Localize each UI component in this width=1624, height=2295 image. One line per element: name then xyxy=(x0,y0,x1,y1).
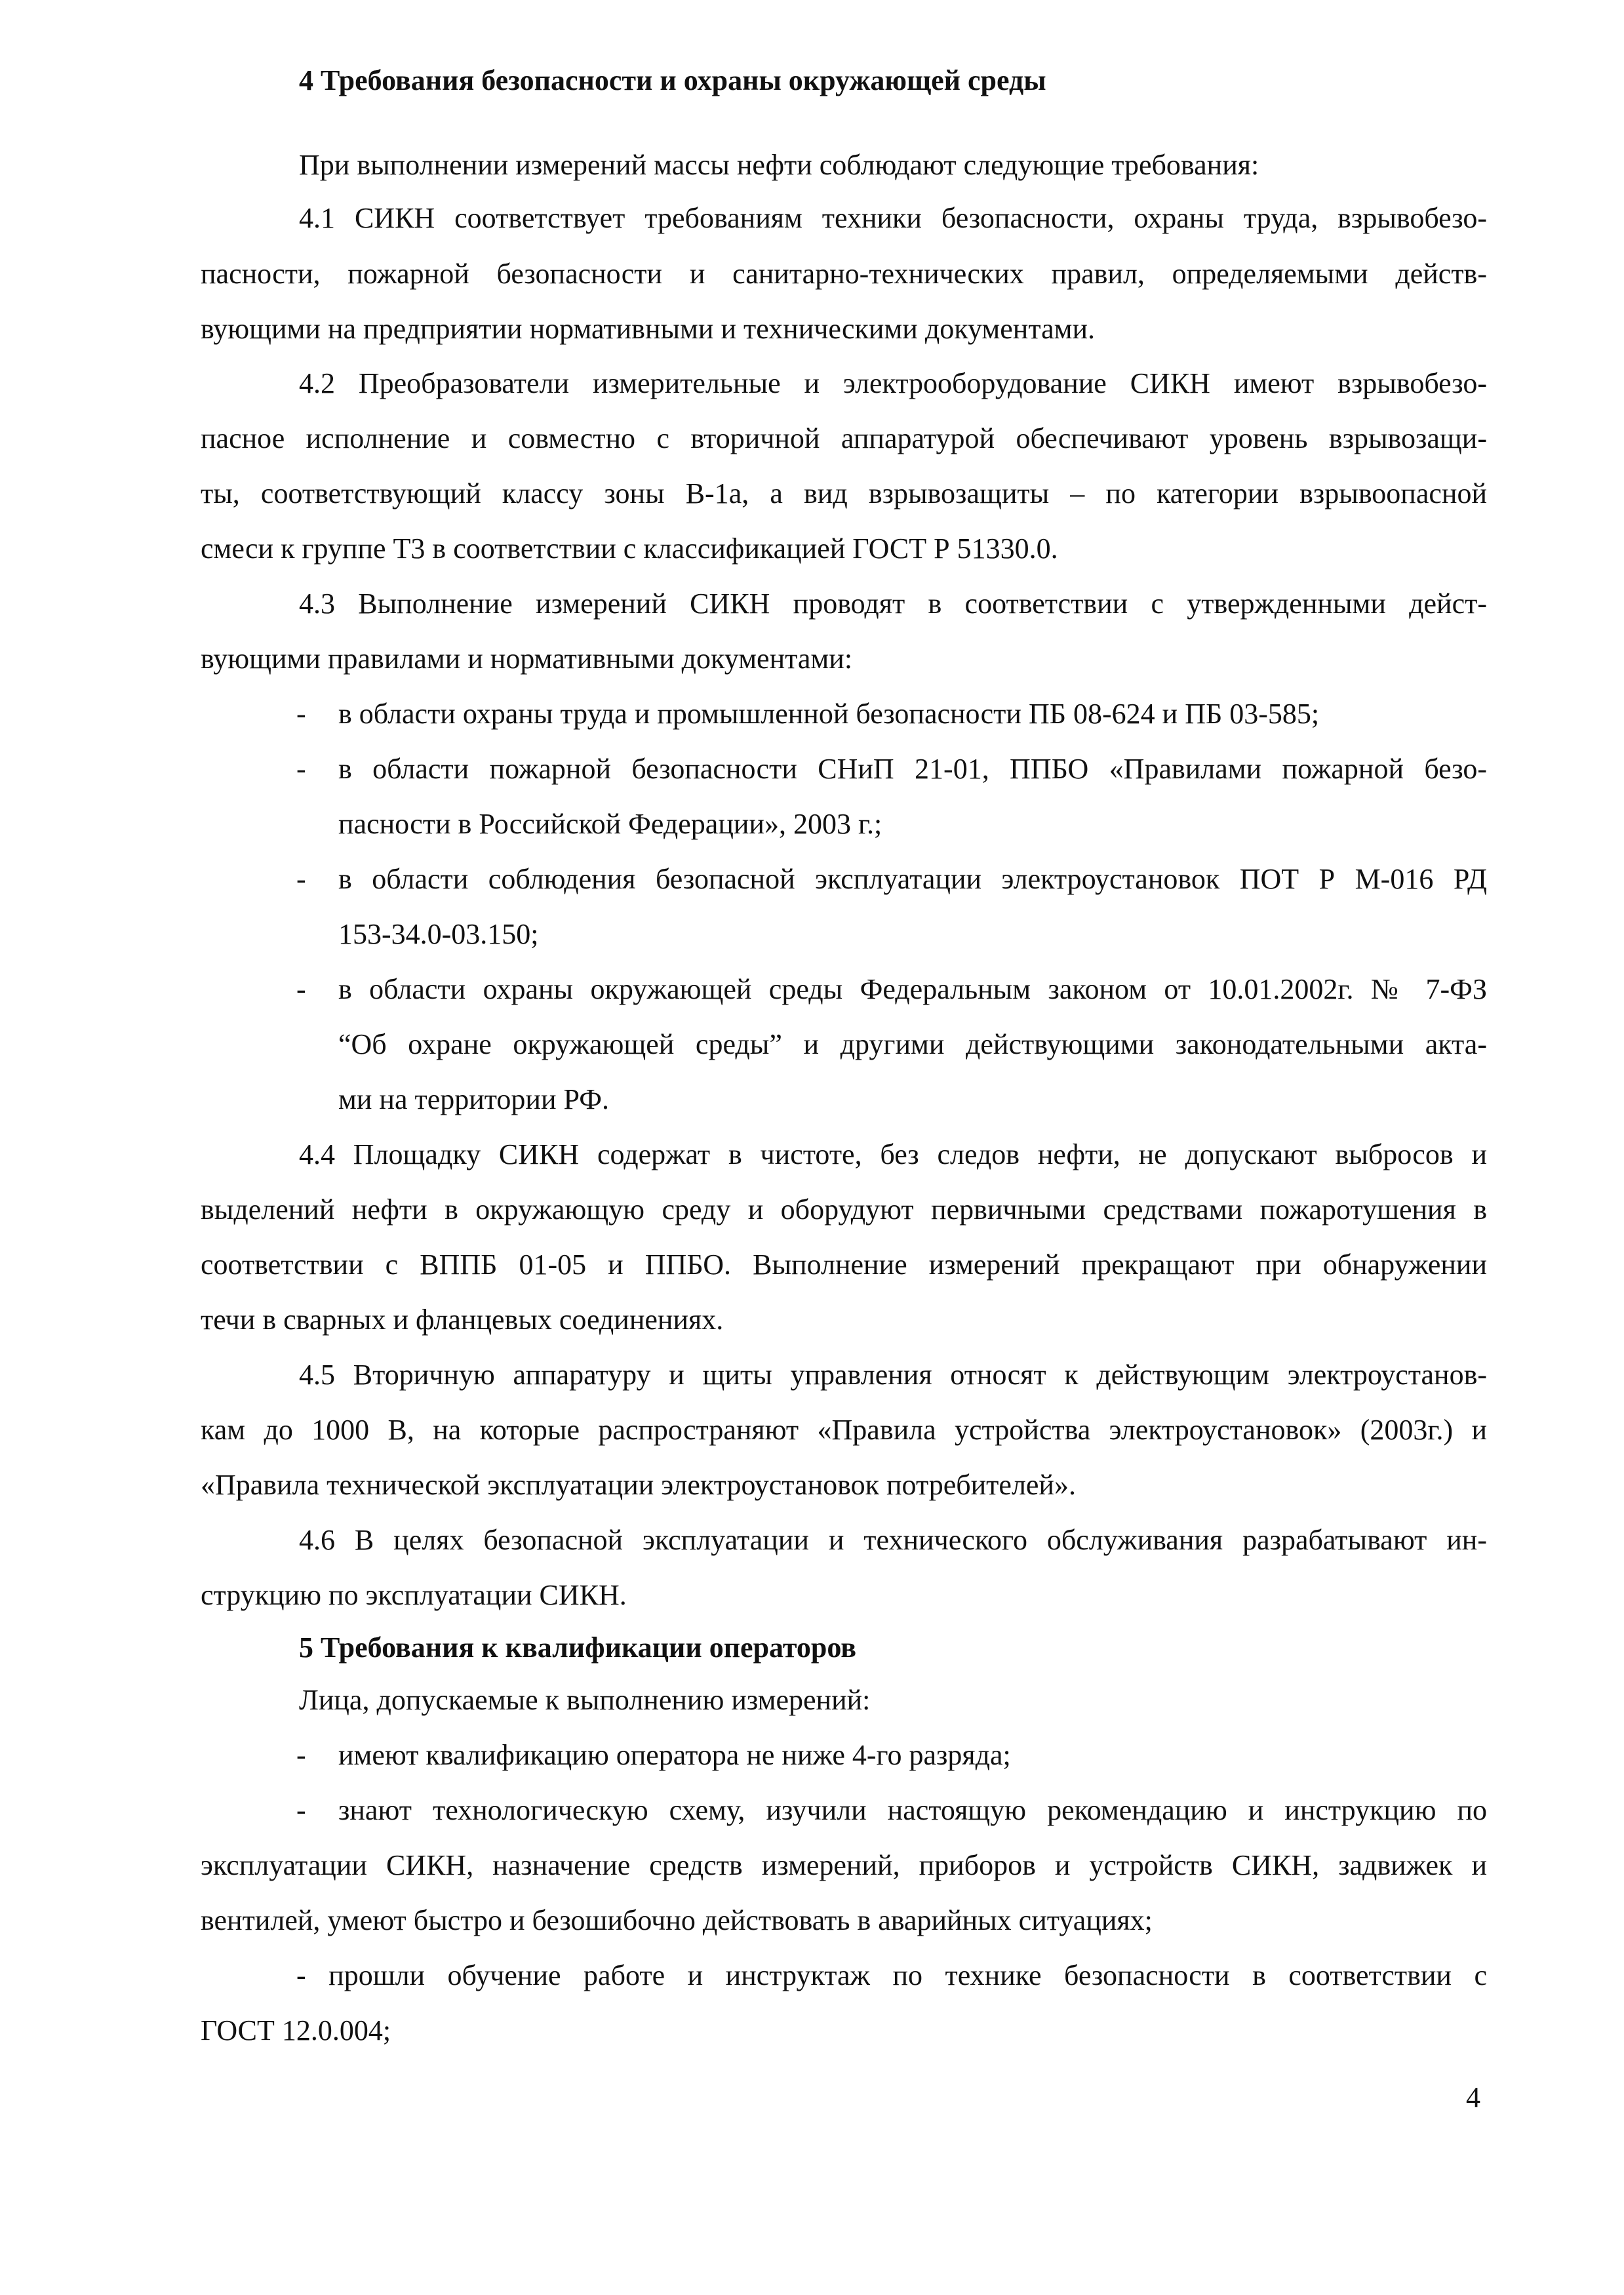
bullet-1-line-1: в области охраны труда и промышленной безопасности ПБ 08-624 и ПБ 03-585; xyxy=(338,698,1320,730)
section-5-item-2-line-3: вентилей, умеют быстро и безошибочно действовать в аварийных ситуациях; xyxy=(201,1904,1153,1936)
paragraph-4-2-line-3: ты, соответствующий классу зоны В-1а, а вид взрывозащиты – по категории взрывоопасной xyxy=(201,477,1487,509)
section-5-item-3-line-2: ГОСТ 12.0.004; xyxy=(201,2014,391,2046)
section-5-heading: 5 Требования к квалификации операторов xyxy=(299,1631,857,1664)
paragraph-4-4-line-4: течи в сварных и фланцевых соединениях. xyxy=(201,1304,724,1336)
paragraph-4-5-line-1: 4.5 Вторичную аппаратуру и щиты управления относят к действующим электроустанов- xyxy=(299,1359,1487,1391)
paragraph-4-4-line-3: соответствии с ВППБ 01-05 и ППБО. Выполнение измерений прекращают при обнаружении xyxy=(201,1248,1487,1281)
bullet-4-line-2: “Об охране окружающей среды” и другими действующими законодательными акта- xyxy=(338,1028,1487,1060)
bullet-4-line-1: в области охраны окружающей среды Федеральным законом от 10.01.2002г. № 7-ФЗ xyxy=(338,973,1487,1005)
section-5-item-2-line-2: эксплуатации СИКН, назначение средств измерений, приборов и устройств СИКН, задвижек и xyxy=(201,1849,1487,1881)
section-4-heading: 4 Требования безопасности и охраны окружающей среды xyxy=(299,64,1046,96)
page-number: 4 xyxy=(1466,2081,1480,2113)
bullet-dash: - xyxy=(296,973,306,1005)
paragraph-4-2-line-2: пасное исполнение и совместно с вторичной аппаратурой обеспечивают уровень взрывозащи- xyxy=(201,422,1487,454)
paragraph-4-6-line-2: струкцию по эксплуатации СИКН. xyxy=(201,1579,627,1611)
paragraph-4-1-line-3: вующими на предприятии нормативными и техническими документами. xyxy=(201,313,1096,345)
paragraph-4-5-line-2: кам до 1000 В, на которые распространяют «Правила устройства электроустановок» (2003г.) и xyxy=(201,1414,1487,1446)
paragraph-4-5-line-3: «Правила технической эксплуатации электроустановок потребителей». xyxy=(201,1469,1076,1501)
paragraph-4-3-line-2: вующими правилами и нормативными документами: xyxy=(201,643,853,675)
bullet-dash: - xyxy=(296,1739,306,1771)
paragraph-4-6-line-1: 4.6 В целях безопасной эксплуатации и технического обслуживания разрабатывают ин- xyxy=(299,1524,1487,1556)
bullet-dash: - xyxy=(296,1794,306,1826)
paragraph-4-3-line-1: 4.3 Выполнение измерений СИКН проводят в соответствии с утвержденными дейст- xyxy=(299,588,1487,620)
section-4-intro: При выполнении измерений массы нефти соблюдают следующие требования: xyxy=(299,149,1259,181)
bullet-3-line-1: в области соблюдения безопасной эксплуатации электроустановок ПОТ Р М-016 РД xyxy=(338,863,1487,895)
section-5-item-3-line-1: - прошли обучение работе и инструктаж по технике безопасности в соответствии с xyxy=(296,1959,1487,1991)
section-5-item-1: имеют квалификацию оператора не ниже 4-го разряда; xyxy=(338,1739,1011,1771)
bullet-4-line-3: ми на территории РФ. xyxy=(338,1083,609,1115)
section-5-item-2-line-1: знают технологическую схему, изучили настоящую рекомендацию и инструкцию по xyxy=(338,1794,1487,1826)
bullet-3-line-2: 153-34.0-03.150; xyxy=(338,918,539,950)
section-5-intro: Лица, допускаемые к выполнению измерений: xyxy=(299,1684,871,1716)
bullet-2-line-1: в области пожарной безопасности СНиП 21-01, ППБО «Правилами пожарной безо- xyxy=(338,753,1487,785)
bullet-dash: - xyxy=(296,863,306,895)
paragraph-4-1-line-2: пасности, пожарной безопасности и санитарно-технических правил, определяемыми действ- xyxy=(201,258,1487,290)
paragraph-4-2-line-4: смеси к группе Т3 в соответствии с классификацией ГОСТ Р 51330.0. xyxy=(201,532,1058,565)
paragraph-4-1-line-1: 4.1 СИКН соответствует требованиям техники безопасности, охраны труда, взрывобезо- xyxy=(299,202,1487,234)
paragraph-4-4-line-1: 4.4 Площадку СИКН содержат в чистоте, без следов нефти, не допускают выбросов и xyxy=(299,1138,1487,1170)
paragraph-4-4-line-2: выделений нефти в окружающую среду и оборудуют первичными средствами пожаротушения в xyxy=(201,1193,1487,1226)
bullet-dash: - xyxy=(296,698,306,730)
bullet-2-line-2: пасности в Российской Федерации», 2003 г.; xyxy=(338,808,882,840)
paragraph-4-2-line-1: 4.2 Преобразователи измерительные и электрооборудование СИКН имеют взрывобезо- xyxy=(299,367,1487,399)
bullet-dash: - xyxy=(296,753,306,785)
